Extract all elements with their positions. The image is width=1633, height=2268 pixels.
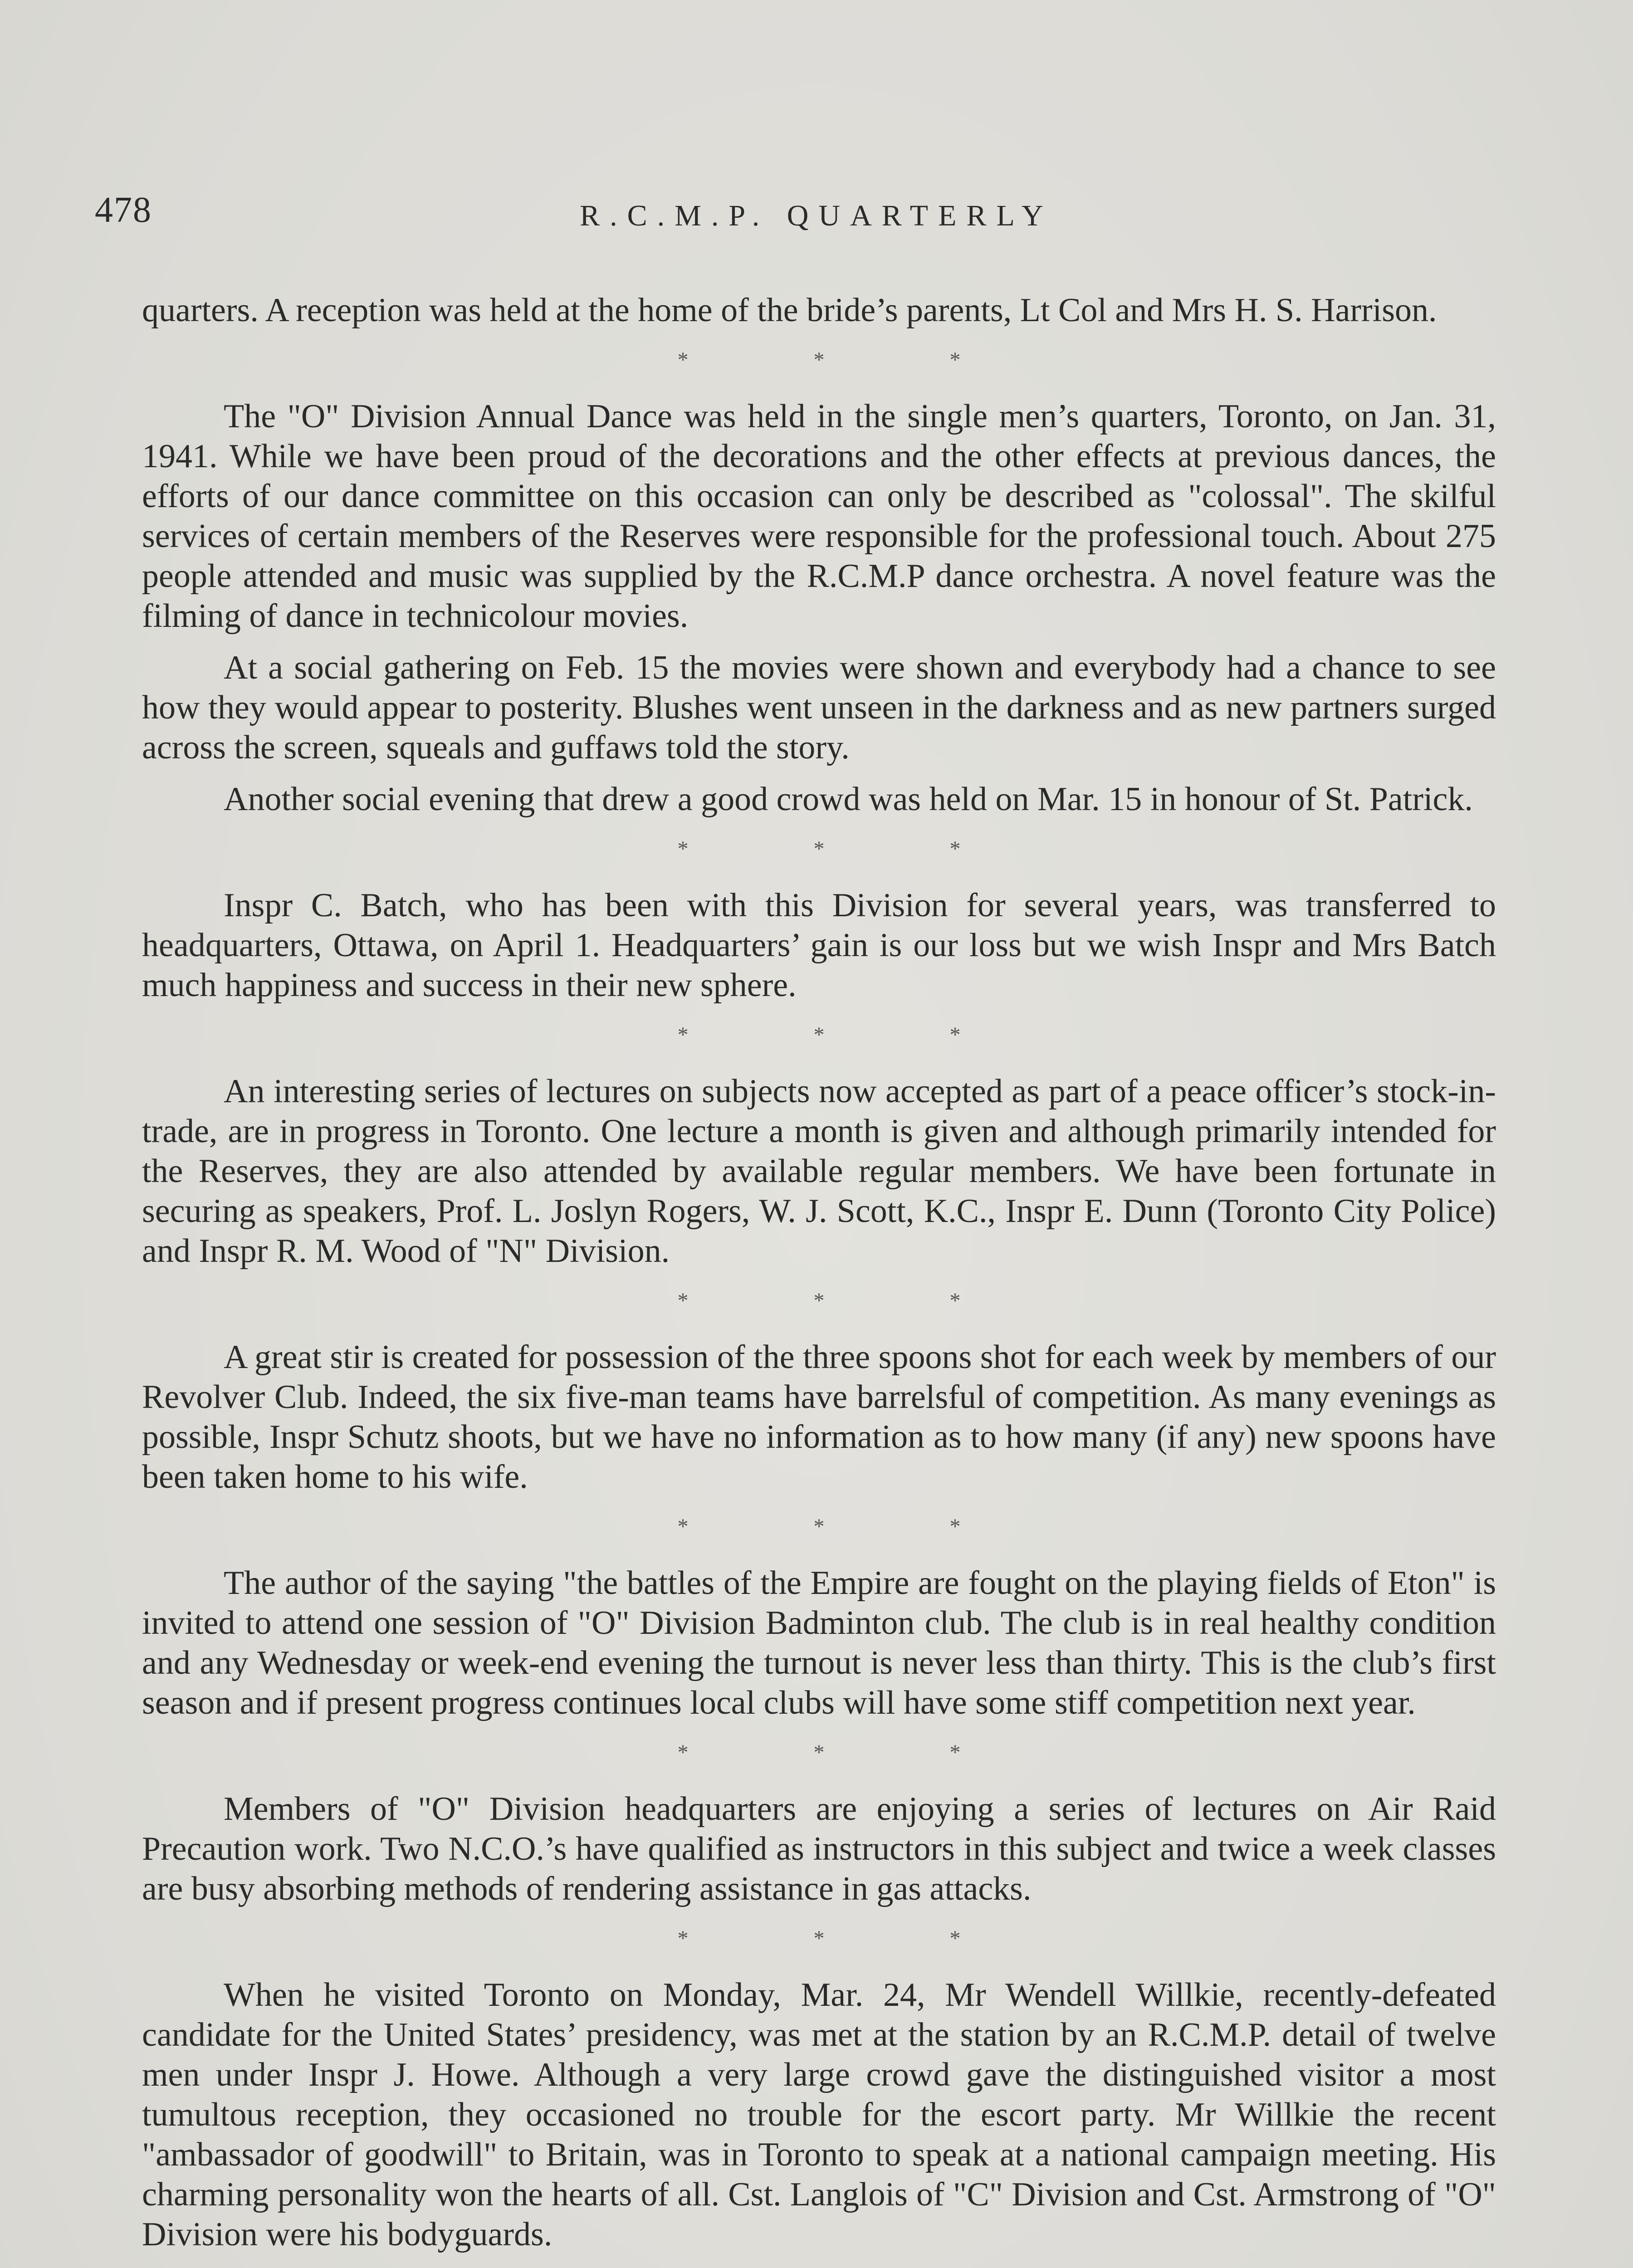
asterisk-icon: *: [949, 1289, 961, 1313]
section-separator: [142, 1725, 1496, 1780]
asterisk-icon: *: [677, 1515, 689, 1539]
asterisk-icon: *: [949, 348, 961, 372]
asterisk-icon: *: [949, 837, 961, 861]
section-separator: [142, 1911, 1496, 1966]
paragraph: The "O" Division Annual Dance was held in the single men’s quarters, Toronto, on Jan. 31, 1941. While we have been proud of the decorations and the other effects at previous dances, the efforts of our dance committee on this occasion can only be described as "colossal". The skilful services of certain members of the Reserves were responsible for the professional touch. About 275 people attended and music was supplied by the R.C.M.P dance orchestra. A novel feature was the filming of dance in technicolour movies.: [142, 398, 1496, 635]
asterisk-icon: *: [677, 1740, 689, 1765]
section-separator: [142, 1274, 1496, 1328]
paragraph: Another social evening that drew a good crowd was held on Mar. 15 in honour of St. Patrick.: [224, 781, 1473, 818]
asterisk-icon: *: [677, 1926, 689, 1950]
paragraph: quarters. A reception was held at the home of the bride’s parents, Lt Col and Mrs H. S. Harrison.: [142, 292, 1437, 329]
asterisk-icon: *: [813, 348, 825, 372]
asterisk-icon: *: [949, 1023, 961, 1047]
section-separator: [142, 333, 1496, 387]
paragraph: Inspr C. Batch, who has been with this Division for several years, was transferred to headquarters, Ottawa, on April 1. Headquarters’ gain is our loss but we wish Inspr and Mrs Batch much happiness and success in their new sphere.: [142, 887, 1496, 1004]
paragraph: A great stir is created for possession of the three spoons shot for each week by members of our Revolver Club. Indeed, the six five-man teams have barrelsful of competition. As many evenings as possible, Inspr Schutz shoots, but we have no information as to how many (if any) new spoons have been taken home to his wife.: [142, 1339, 1496, 1496]
asterisk-icon: *: [813, 1023, 825, 1047]
running-title: R.C.M.P. QUARTERLY: [580, 199, 1053, 232]
asterisk-icon: *: [813, 1289, 825, 1313]
section-separator: [142, 1500, 1496, 1554]
paragraph: The author of the saying "the battles of the Empire are fought on the playing fields of Eton" is invited to attend one session of "O" Division Badminton club. The club is in real healthy condition and any Wednesday or week-end evening the turnout is never less than thirty. This is the club’s first season and if present progress continues local clubs will have some stiff competition next year.: [142, 1564, 1496, 1721]
asterisk-icon: *: [813, 1515, 825, 1539]
paragraph: When he visited Toronto on Monday, Mar. 24, Mr Wendell Willkie, recently-defeated candidate for the United States’ presidency, was met at the station by an R.C.M.P. detail of twelve men under Inspr J. Howe. Although a very large crowd gave the distinguished visitor a most tumultous reception, they occasioned no trouble for the escort party. Mr Willkie the recent "ambassador of goodwill" to Britain, was in Toronto to speak at a national campaign meeting. His charming personality won the hearts of all. Cst. Langlois of "C" Division and Cst. Armstrong of "O" Division were his bodyguards.: [142, 1976, 1496, 2253]
section-separator: [142, 822, 1496, 876]
paragraph: An interesting series of lectures on subjects now accepted as part of a peace officer’s stock-in-trade, are in progress in Toronto. One lecture a month is given and although primarily intended for the Reserves, they are also attended by available regular members. We have been fortunate in securing as speakers, Prof. L. Joslyn Rogers, W. J. Scott, K.C., Inspr E. Dunn (Toronto City Police) and Inspr R. M. Wood of "N" Division.: [142, 1073, 1496, 1270]
article-body: [142, 290, 1496, 2254]
paragraph: Members of "O" Division headquarters are enjoying a series of lectures on Air Raid Precaution work. Two N.C.O.’s have qualified as instructors in this subject and twice a week classes are busy absorbing methods of rendering assistance in gas attacks.: [142, 1790, 1496, 1907]
asterisk-icon: *: [813, 1740, 825, 1765]
section-separator: [142, 1008, 1496, 1062]
paragraph: At a social gathering on Feb. 15 the movies were shown and everybody had a chance to see how they would appear to posterity. Blushes went unseen in the darkness and as new partners surged across the screen, squeals and guffaws told the story.: [142, 649, 1496, 766]
asterisk-icon: *: [813, 1926, 825, 1950]
asterisk-icon: *: [949, 1515, 961, 1539]
page-number: 478: [95, 190, 152, 230]
asterisk-icon: *: [677, 1023, 689, 1047]
asterisk-icon: *: [677, 348, 689, 372]
asterisk-icon: *: [949, 1740, 961, 1765]
asterisk-icon: *: [949, 1926, 961, 1950]
asterisk-icon: *: [677, 837, 689, 861]
asterisk-icon: *: [677, 1289, 689, 1313]
asterisk-icon: *: [813, 837, 825, 861]
